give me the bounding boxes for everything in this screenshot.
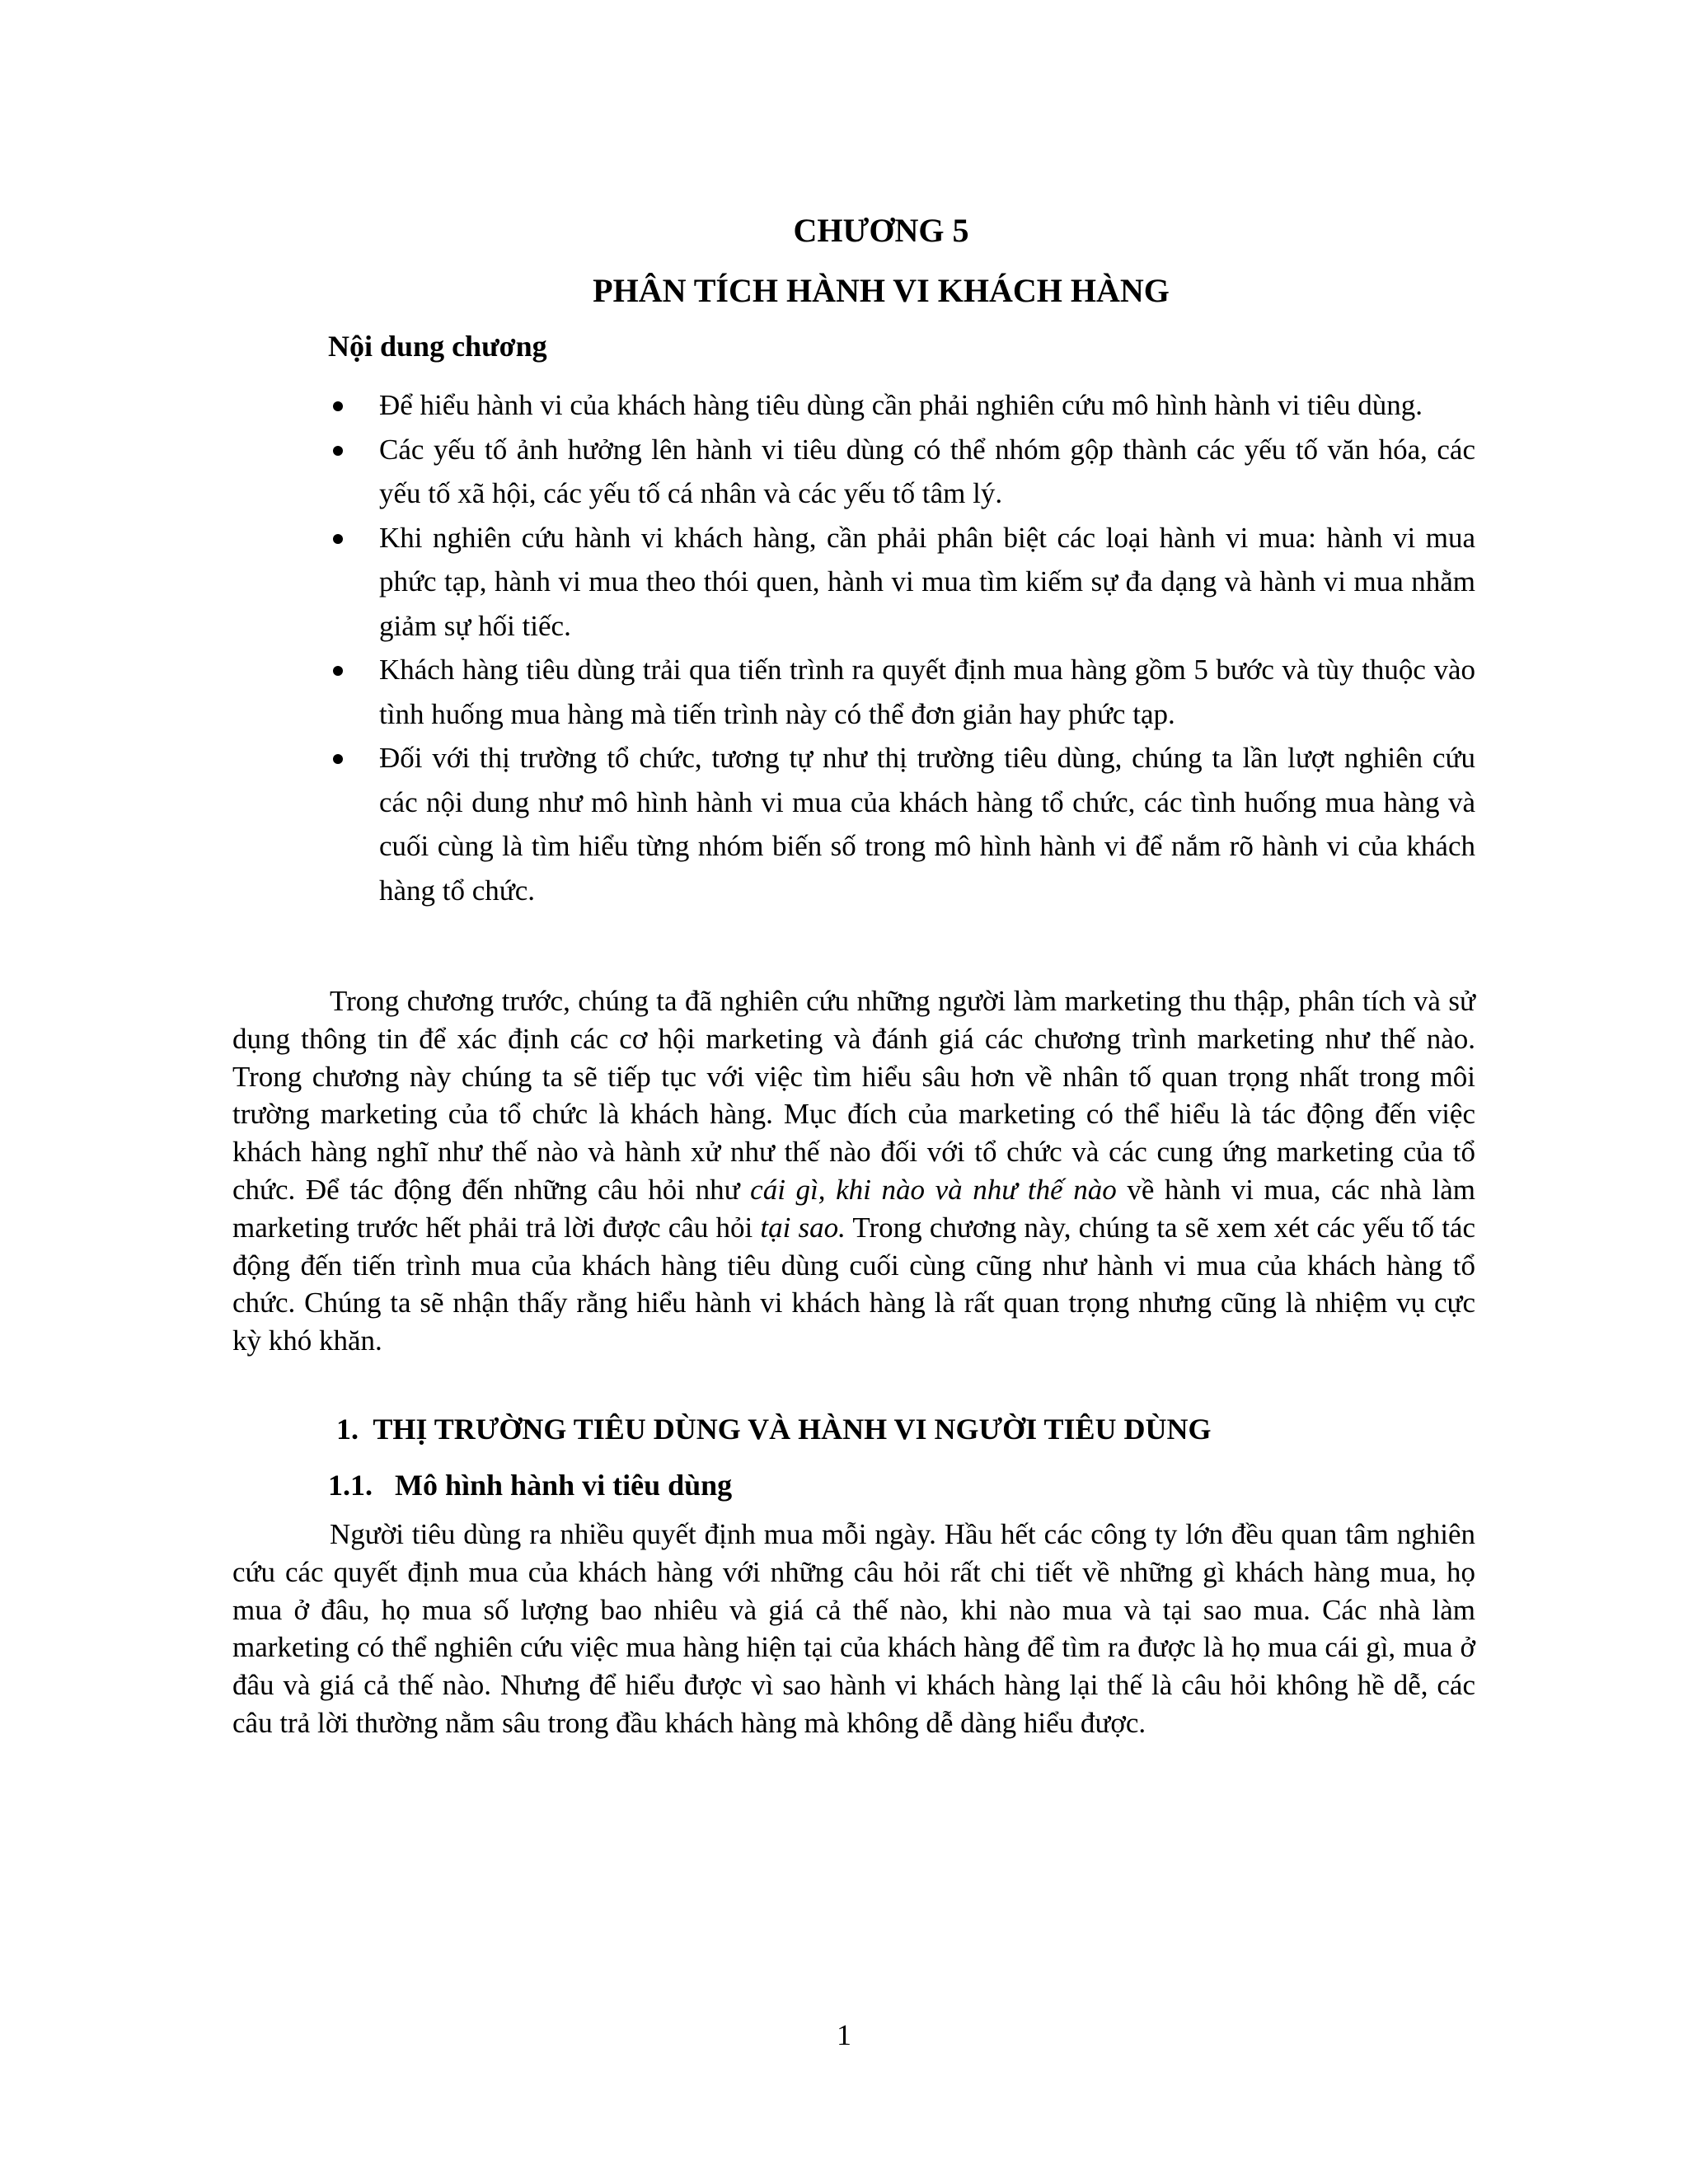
bullet-icon	[333, 666, 343, 676]
section-paragraph-text: Người tiêu dùng ra nhiều quyết định mua mỗi ngày. Hầu hết các công ty lớn đều quan tâm nghiên cứu các quyết định mua của khách hàng với những câu hỏi rất chi tiết về những gì khách hàng mua, họ mua ở đâu, họ mua số lượng bao nhiêu và giá cả thế nào, khi nào mua và tại sao mua. Các nhà làm marketing có thể nghiên cứu việc mua hàng hiện tại của khách hàng để tìm ra được là họ mua cái gì, mua ở đâu và giá cả thế nào. Nhưng để hiểu được vì sao hành vi khách hàng lại thế là câu hỏi không hề dễ, các câu trả lời thường nằm sâu trong đầu khách hàng mà không dễ dàng hiểu được.	[232, 1518, 1475, 1739]
summary-item-text: Đối với thị trường tổ chức, tương tự như thị trường tiêu dùng, chúng ta lần lượt nghiên cứu các nội dung như mô hình hành vi mua của khách hàng tổ chức, các tình huống mua hàng và cuối cùng là tìm hiểu từng nhóm biến số trong mô hình hành vi để nắm rõ hành vi của khách hàng tổ chức.	[379, 742, 1475, 907]
summary-item	[328, 383, 1475, 428]
chapter-title: PHÂN TÍCH HÀNH VI KHÁCH HÀNG	[593, 272, 1170, 309]
intro-italic-1: cái gì, khi nào và như thế nào	[750, 1173, 1117, 1206]
intro-italic-2: tại sao.	[760, 1211, 846, 1244]
summary-list	[328, 383, 1475, 912]
bullet-icon	[333, 446, 343, 456]
summary-item	[328, 516, 1475, 649]
summary-item	[328, 736, 1475, 912]
summary-heading: Nội dung chương	[328, 330, 547, 363]
section-heading: 1. THỊ TRƯỜNG TIÊU DÙNG VÀ HÀNH VI NGƯỜI TIÊU DÙNG	[336, 1413, 1212, 1446]
summary-item-text: Khi nghiên cứu hành vi khách hàng, cần phải phân biệt các loại hành vi mua: hành vi mua phức tạp, hành vi mua theo thói quen, hành vi mua tìm kiếm sự đa dạng và hành vi mua nhằm giảm sự hối tiếc.	[379, 521, 1475, 642]
summary-item-text: Để hiểu hành vi của khách hàng tiêu dùng cần phải nghiên cứu mô hình hành vi tiêu dùng.	[379, 389, 1423, 421]
intro-text-1: Trong chương trước, chúng ta đã nghiên cứu những người làm marketing thu thập, phân tích và sử dụng thông tin để xác định các cơ hội marketing và đánh giá các chương trình marketing như thế nào. Trong chương này chúng ta sẽ tiếp tục với việc tìm hiểu sâu hơn về nhân tố quan trọng nhất trong môi trường marketing của tổ chức là khách hàng. Mục đích của marketing có thể hiểu là tác động đến việc khách hàng nghĩ như thế nào và hành xử như thế nào đối với tổ chức và các cung ứng marketing của tổ chức. Để tác động đến những câu hỏi như	[232, 985, 1475, 1206]
intro-text-2: về hành vi mua, các nhà làm marketing trước hết phải trả lời được câu hỏi	[232, 1173, 1475, 1244]
section-paragraph	[232, 1516, 1475, 1742]
intro-text-3: Trong chương này, chúng ta sẽ xem xét các yếu tố tác động đến tiến trình mua của khách hàng tiêu dùng cuối cùng cũng như hành vi mua của khách hàng tổ chức. Chúng ta sẽ nhận thấy rằng hiểu hành vi khách hàng là rất quan trọng nhưng cũng là nhiệm vụ cực kỳ khó khăn.	[232, 1211, 1475, 1357]
bullet-icon	[333, 754, 343, 764]
page-number: 1	[837, 2018, 851, 2051]
summary-item	[328, 428, 1475, 516]
summary-item-text: Khách hàng tiêu dùng trải qua tiến trình ra quyết định mua hàng gồm 5 bước và tùy thuộc vào tình huống mua hàng mà tiến trình này có thể đơn giản hay phức tạp.	[379, 654, 1475, 730]
bullet-icon	[333, 401, 343, 411]
summary-item	[328, 648, 1475, 736]
subsection-heading: 1.1. Mô hình hành vi tiêu dùng	[328, 1469, 733, 1502]
summary-item-text: Các yếu tố ảnh hưởng lên hành vi tiêu dùng có thể nhóm gộp thành các yếu tố văn hóa, các yếu tố xã hội, các yếu tố cá nhân và các yếu tố tâm lý.	[379, 433, 1475, 509]
intro-paragraph	[232, 982, 1475, 1360]
chapter-number: CHƯƠNG 5	[793, 212, 969, 249]
bullet-icon	[333, 534, 343, 544]
